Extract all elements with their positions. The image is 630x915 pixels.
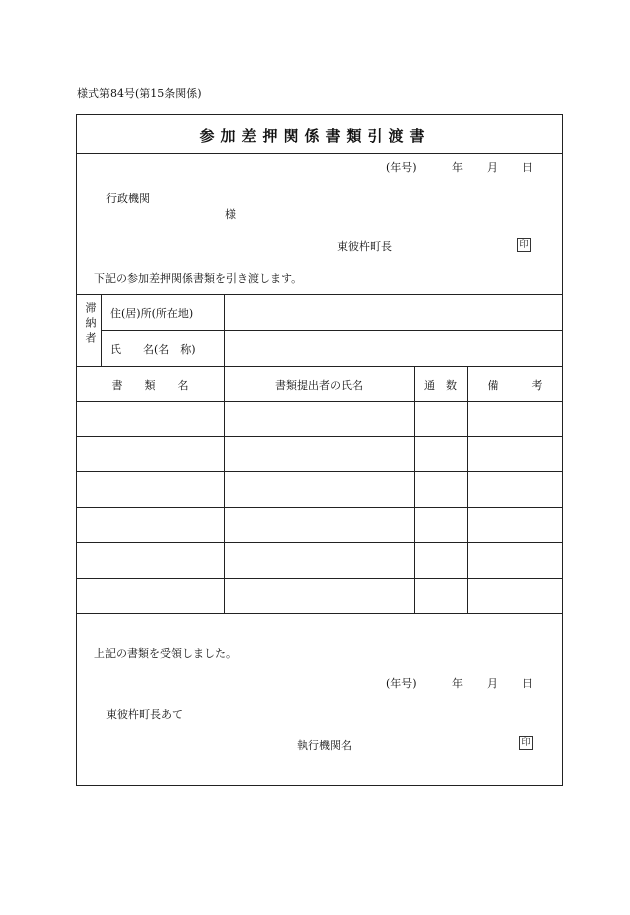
top-day: 日: [522, 161, 533, 174]
table-row-line: [76, 436, 563, 437]
bottom-day: 日: [522, 677, 533, 690]
seal-icon: 印: [517, 238, 531, 252]
column-header-copies: 通 数: [424, 379, 457, 392]
top-year: 年: [452, 161, 463, 174]
column-divider: [414, 366, 415, 613]
table-header-bottom: [76, 401, 563, 402]
address-label: 住(居)所(所在地): [110, 307, 194, 320]
top-month: 月: [487, 161, 498, 174]
receipt-statement: 上記の書類を受領しました。: [94, 647, 237, 660]
name-label: 氏 名(名 称): [110, 343, 196, 356]
table-row-line: [76, 507, 563, 508]
addressee-agency: 行政機関: [106, 192, 150, 205]
table-row-line: [76, 542, 563, 543]
table-row-line: [76, 471, 563, 472]
column-divider: [224, 294, 225, 613]
bottom-era: (年号): [386, 677, 417, 690]
executing-agency-label: 執行機関名: [297, 739, 352, 752]
delinquent-divider: [101, 330, 563, 331]
column-header-submitter: 書類提出者の氏名: [275, 379, 363, 392]
table-bottom: [76, 613, 563, 614]
addressee-mayor: 東彼杵町長あて: [106, 708, 183, 721]
form-number: 様式第84号(第15条関係): [77, 87, 202, 100]
column-divider: [467, 366, 468, 613]
top-era: (年号): [386, 161, 417, 174]
header-divider: [76, 294, 563, 295]
delinquent-label: 滞納者: [84, 302, 97, 347]
title-divider: [76, 153, 563, 154]
column-header-remarks: 備 考: [487, 379, 543, 392]
table-row-line: [76, 578, 563, 579]
bottom-year: 年: [452, 677, 463, 690]
document-title: 参加差押関係書類引渡書: [199, 127, 431, 145]
bottom-month: 月: [487, 677, 498, 690]
table-header-top: [76, 366, 563, 367]
handover-statement: 下記の参加差押関係書類を引き渡します。: [94, 272, 303, 285]
column-header-document-name: 書 類 名: [111, 379, 189, 392]
honorific: 様: [225, 208, 236, 221]
delinquent-label-divider: [101, 294, 102, 366]
sender-name: 東彼杵町長: [337, 240, 392, 253]
seal-icon: 印: [519, 736, 533, 750]
